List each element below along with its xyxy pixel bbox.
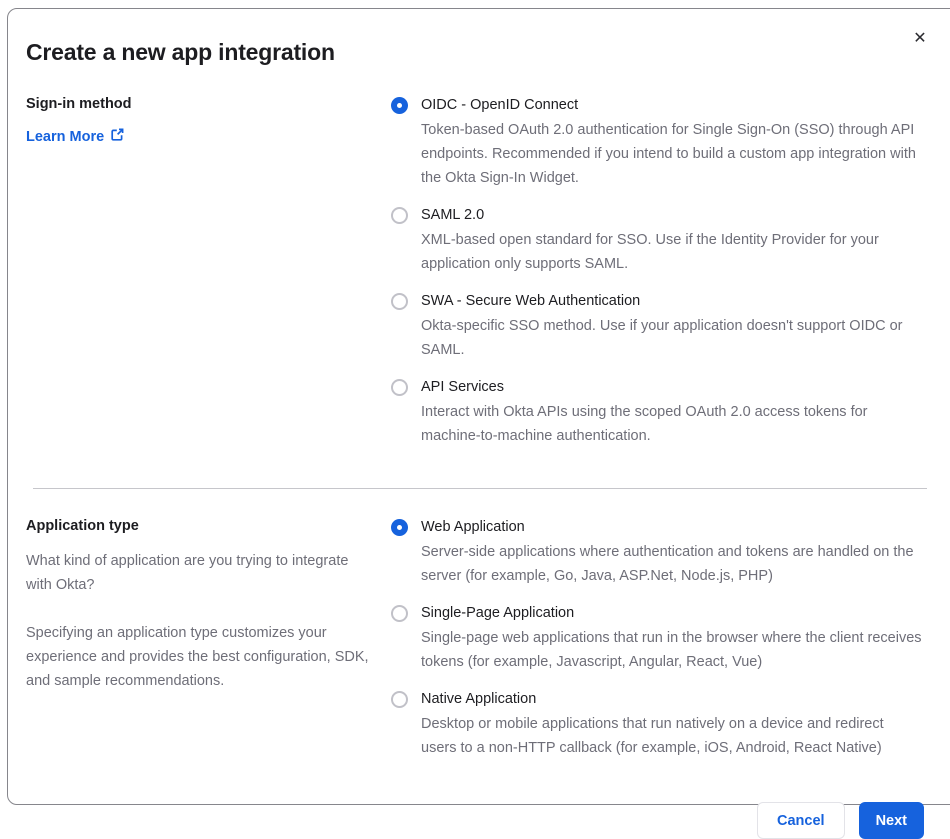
radio-api-services[interactable] (391, 379, 408, 396)
radio-option-saml[interactable] (391, 204, 950, 276)
radio-native-application[interactable] (391, 691, 408, 708)
option-desc-saml: XML-based open standard for SSO. Use if the Identity Provider for your application only supports SAML. (421, 232, 879, 272)
application-type-note: Specifying an application type customizes your experience and provides the best configuration, SDK, and sample recommendations. (26, 625, 369, 689)
page-title: Create a new app integration (26, 39, 335, 65)
option-label-single-page-application[interactable]: Single-Page Application (421, 605, 575, 621)
radio-option-swa[interactable] (391, 290, 950, 362)
radio-option-api-services[interactable] (391, 376, 950, 448)
radio-swa[interactable] (391, 293, 408, 310)
option-label-native-application[interactable]: Native Application (421, 691, 537, 707)
option-desc-web-application: Server-side applications where authentication and tokens are handled on the server (for example, Go, Java, ASP.Net, Node.js, PHP) (421, 544, 914, 584)
option-desc-native-application: Desktop or mobile applications that run natively on a device and redirect users to a non-HTTP callback (for example, iOS, Android, React Native) (421, 716, 884, 756)
radio-saml[interactable] (391, 207, 408, 224)
option-desc-swa: Okta-specific SSO method. Use if your application doesn't support OIDC or SAML. (421, 318, 903, 358)
option-label-oidc[interactable]: OIDC - OpenID Connect (421, 97, 579, 113)
option-label-swa[interactable]: SWA - Secure Web Authentication (421, 293, 641, 309)
option-desc-oidc: Token-based OAuth 2.0 authentication for Single Sign-On (SSO) through API endpoints. Recommended if you intend to build a custom app integration with the Okta Sign-In Widget. (421, 122, 916, 186)
radio-single-page-application[interactable] (391, 605, 408, 622)
section-divider (33, 488, 927, 489)
option-label-web-application[interactable]: Web Application (421, 519, 525, 535)
application-type-label: Application type (26, 518, 139, 534)
learn-more-link[interactable] (26, 128, 124, 145)
option-desc-single-page-application: Single-page web applications that run in the browser where the client receives tokens (for example, Javascript, Angular, React, Vue) (421, 630, 922, 670)
application-type-section (26, 515, 950, 774)
cancel-button[interactable]: Cancel (757, 802, 845, 839)
option-desc-api-services: Interact with Okta APIs using the scoped OAuth 2.0 access tokens for machine-to-machine authentication. (421, 404, 868, 444)
close-icon[interactable]: ✕ (906, 25, 934, 53)
application-type-intro: What kind of application are you trying to integrate with Okta? (26, 553, 349, 593)
radio-option-native-application[interactable] (391, 688, 950, 760)
radio-web-application-selected[interactable] (391, 519, 408, 536)
next-button[interactable]: Next (859, 802, 924, 839)
radio-option-web-application[interactable] (391, 516, 950, 588)
option-label-saml[interactable]: SAML 2.0 (421, 207, 485, 223)
radio-option-oidc[interactable] (391, 94, 950, 190)
external-link-icon (111, 128, 124, 145)
dialog-footer (26, 802, 950, 839)
learn-more-label: Learn More (26, 128, 105, 145)
radio-option-single-page-application[interactable] (391, 602, 950, 674)
signin-method-section (26, 93, 950, 462)
signin-method-label: Sign-in method (26, 96, 132, 112)
option-label-api-services[interactable]: API Services (421, 379, 504, 395)
radio-oidc-selected[interactable] (391, 97, 408, 114)
create-app-integration-dialog (7, 8, 950, 829)
